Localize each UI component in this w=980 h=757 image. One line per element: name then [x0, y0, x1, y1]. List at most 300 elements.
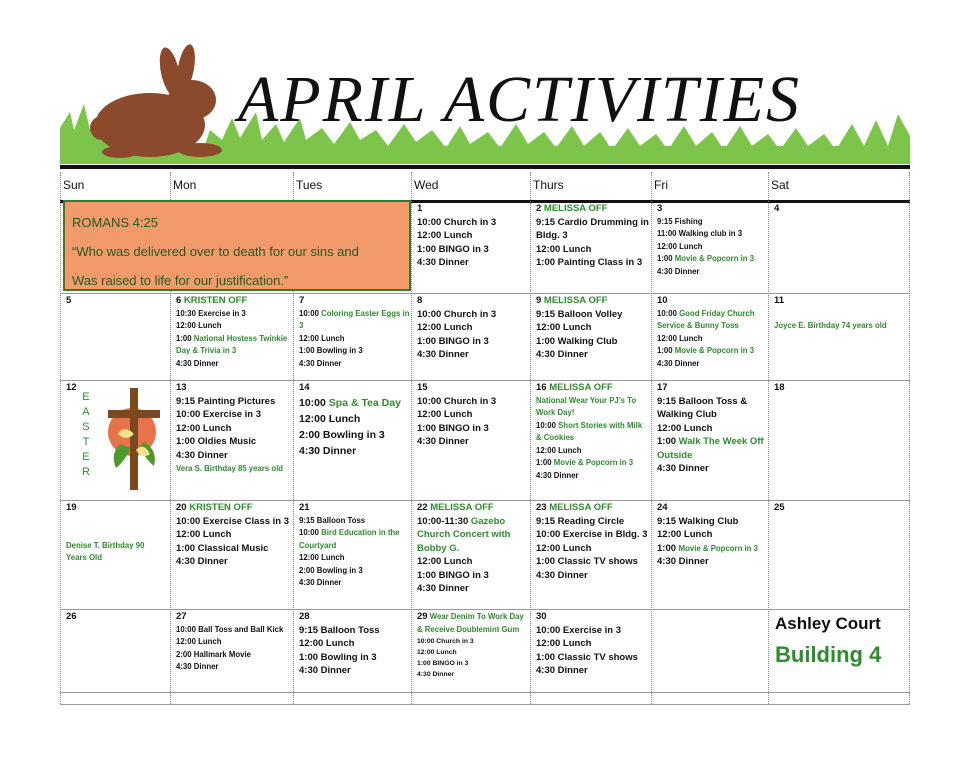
bunny-icon	[90, 43, 222, 158]
activity-line	[536, 321, 651, 335]
activity-time: 4:30 Dinner	[299, 444, 357, 457]
activity-time: 1:00	[657, 436, 679, 447]
day-cell	[770, 379, 909, 395]
day-number: 17	[657, 382, 668, 393]
activity-time: 4:30 Dinner	[536, 665, 588, 676]
day-number: 24	[657, 502, 668, 513]
activity-time: 1:00 BINGO in 3	[417, 659, 469, 667]
activity-line	[176, 422, 293, 436]
day-cell	[653, 200, 768, 278]
activity-highlight: Bobby G.	[417, 542, 460, 554]
activity-line	[299, 624, 411, 638]
day-number-line	[536, 501, 651, 515]
activity-line	[299, 443, 411, 459]
day-cell	[532, 200, 651, 270]
page-title: APRIL ACTIVITIES	[238, 63, 802, 136]
day-header-tue: Tues	[296, 178, 323, 192]
activity-time: 4:30 Dinner	[417, 349, 469, 360]
activity-time: 11:00 Walking club in 3	[657, 229, 743, 238]
activity-line	[176, 515, 293, 529]
day-cell	[413, 292, 530, 362]
activity-highlight: Work Day!	[536, 408, 575, 417]
day-header-wed: Wed	[414, 178, 439, 192]
day-number-line	[417, 381, 530, 395]
activity-time: 12:00 Lunch	[417, 556, 473, 567]
activity-line	[176, 542, 293, 556]
day-cell	[532, 499, 651, 582]
activity-time: 12:00 Lunch	[299, 553, 345, 562]
activity-time: 12:00 Lunch	[417, 409, 473, 420]
activity-highlight: National Wear Your PJ’s To	[536, 395, 637, 405]
activity-time: 4:30 Dinner	[417, 583, 469, 594]
day-header-sat: Sat	[771, 178, 790, 192]
day-number-line	[66, 501, 170, 515]
activity-line	[536, 445, 651, 458]
activity-line	[536, 420, 651, 433]
activity-time: 2:00 Bowling in 3	[299, 565, 363, 575]
day-number: 20	[176, 502, 187, 513]
day-number: 26	[66, 611, 77, 622]
activity-line	[299, 565, 411, 578]
day-number-line	[66, 610, 170, 624]
day-number: 4	[774, 203, 780, 214]
activity-line	[536, 624, 651, 638]
activity-line	[657, 358, 768, 371]
day-number: 27	[176, 611, 187, 622]
col-divider	[411, 172, 412, 704]
activity-highlight: Service & Bunny Toss	[657, 321, 739, 330]
activity-line	[176, 408, 293, 422]
day-cell	[295, 608, 411, 678]
verse-line: “Who was delivered over to death for our sins and	[72, 244, 359, 259]
day-cell	[532, 608, 651, 678]
activity-line	[417, 542, 530, 556]
activity-time: 12:00 Lunch	[536, 243, 592, 255]
day-number-line	[299, 294, 411, 308]
activity-line	[299, 540, 411, 553]
day-cell	[295, 292, 411, 370]
activity-time: 2:00 Bowling in 3	[299, 428, 385, 441]
day-number: 12	[66, 382, 77, 393]
day-number: 21	[299, 502, 310, 513]
activity-highlight: Outside	[657, 449, 693, 461]
activity-time: 4:30 Dinner	[417, 670, 455, 678]
day-number-line	[657, 202, 768, 216]
activity-time: 1:00 Bowling in 3	[299, 346, 363, 355]
day-header-mon: Mon	[173, 178, 197, 192]
activity-line	[299, 651, 411, 665]
activity-line	[536, 542, 651, 556]
activity-line	[417, 582, 530, 596]
activity-line	[417, 335, 530, 349]
activity-line	[176, 624, 293, 637]
activity-time: 2:00 Hallmark Movie	[176, 649, 251, 659]
activity-line	[417, 624, 530, 636]
day-number-line	[417, 610, 530, 624]
activity-highlight: Church Concert with	[417, 529, 511, 540]
activity-line	[299, 320, 411, 333]
activity-line	[176, 395, 293, 409]
activity-line	[299, 664, 411, 678]
day-cell	[172, 292, 293, 370]
activity-highlight: Courtyard	[299, 540, 337, 550]
activity-line	[536, 216, 651, 230]
activity-highlight: National Hostess Twinkie	[193, 333, 288, 343]
activity-line	[536, 637, 651, 651]
activity-time: 12:00 Lunch	[299, 333, 345, 343]
activity-line	[657, 395, 768, 409]
activity-time: 1:00	[536, 458, 554, 467]
day-cell	[62, 499, 170, 565]
activity-time: 12:00 Lunch	[176, 422, 232, 434]
activity-line	[66, 515, 170, 528]
activity-time: 4:30 Dinner	[176, 449, 228, 461]
activity-line	[657, 555, 768, 569]
easter-letter: E	[82, 451, 90, 463]
activity-time: 10:00 Ball Toss and Ball Kick	[176, 624, 284, 634]
staff-off-tag: MELISSA OFF	[427, 502, 494, 513]
day-cell	[413, 499, 530, 596]
activity-time: 10:30 Exercise in 3	[176, 308, 246, 318]
day-number: 11	[774, 295, 785, 306]
day-number-line	[536, 610, 651, 624]
activity-time: 4:30 Dinner	[299, 358, 342, 368]
activity-time: 10:00	[536, 420, 559, 430]
activity-time: 10:00	[299, 308, 322, 318]
activity-time: 9:15 Balloon Toss	[299, 515, 366, 525]
activity-time: 4:30 Dinner	[536, 569, 588, 581]
day-cell	[295, 499, 411, 590]
day-number-line	[176, 610, 293, 624]
activity-time: 9:15 Walking Club	[657, 515, 739, 527]
activity-highlight: Movie & Popcorn in 3	[674, 346, 755, 355]
day-number-line	[417, 202, 530, 216]
activity-time: 1:00 Walking Club	[536, 335, 618, 347]
activity-time: 1:00 Classical Music	[176, 542, 269, 554]
activity-time: 12:00 Lunch	[299, 638, 355, 649]
activity-line	[299, 427, 411, 443]
activity-highlight: Movie & Popcorn in 3	[678, 543, 758, 553]
activity-line	[299, 637, 411, 651]
day-number: 3	[657, 203, 663, 214]
activity-line	[657, 345, 768, 358]
activity-time: 9:15 Balloon Volley	[536, 308, 623, 320]
activity-time: 12:00 Lunch	[417, 322, 473, 333]
activity-line	[176, 449, 293, 463]
day-number-line	[417, 294, 530, 308]
activity-time: 4:30 Dinner	[657, 556, 709, 567]
activity-line	[657, 253, 768, 266]
day-number: 30	[536, 611, 547, 622]
activity-time: 12:00 Lunch	[536, 322, 592, 333]
activity-line	[657, 320, 768, 333]
activity-time: 1:00 BINGO in 3	[417, 422, 489, 434]
activity-time: 10:00	[657, 308, 680, 318]
day-number: 25	[774, 502, 785, 513]
activity-highlight: & Cookies	[536, 433, 575, 442]
day-cell	[413, 200, 530, 270]
activity-line	[536, 229, 651, 243]
day-cell	[295, 379, 411, 459]
activity-line	[66, 552, 170, 565]
activity-line	[536, 528, 651, 542]
activity-time: 10:00	[299, 528, 322, 537]
activity-line	[657, 228, 768, 241]
activity-highlight: Good Friday Church	[679, 308, 755, 318]
day-header-sun: Sun	[63, 178, 85, 192]
activity-time: 12:00 Lunch	[417, 230, 473, 241]
activity-time: 4:30 Dinner	[417, 436, 469, 447]
activity-line	[657, 542, 768, 556]
activity-time: 12:00 Lunch	[176, 321, 222, 330]
day-number-line	[536, 202, 651, 216]
day-number: 23	[536, 502, 547, 513]
activity-highlight: & Receive Doublemint Gum	[417, 624, 520, 634]
activity-time: 1:00	[657, 542, 679, 554]
col-divider	[909, 172, 910, 704]
activity-time: 10:00	[299, 396, 329, 409]
activity-line	[536, 243, 651, 257]
activity-line	[417, 408, 530, 422]
activity-time: 4:30 Dinner	[176, 556, 228, 567]
day-number-line	[774, 294, 909, 308]
activity-time: 4:30 Dinner	[299, 578, 342, 587]
activity-line	[536, 395, 651, 408]
day-number-line	[299, 610, 411, 624]
day-number: 13	[176, 382, 187, 393]
activity-line	[417, 658, 530, 669]
activity-time: 4:30 Dinner	[657, 266, 700, 276]
activity-time: 12:00 Lunch	[657, 529, 713, 540]
easter-letter: R	[82, 466, 90, 478]
activity-line	[536, 335, 651, 349]
staff-off-tag: MELISSA OFF	[546, 502, 613, 513]
day-cell	[172, 608, 293, 674]
activity-line	[774, 320, 909, 333]
activity-time: 12:00 Lunch	[176, 637, 222, 646]
activity-line	[417, 395, 530, 409]
activity-time: 4:30 Dinner	[536, 470, 579, 480]
activity-time: 4:30 Dinner	[417, 257, 469, 268]
activity-line	[417, 229, 530, 243]
activity-time: 1:00 Bowling in 3	[299, 651, 377, 663]
activity-time: 12:00 Lunch	[176, 529, 232, 540]
activity-line	[417, 515, 530, 529]
activity-time: 9:15 Painting Pictures	[176, 395, 276, 407]
activity-line	[299, 515, 411, 528]
day-number-line	[657, 501, 768, 515]
day-number-line	[774, 501, 909, 515]
staff-off-tag: Wear Denim To Work Day	[427, 612, 524, 621]
activity-line	[176, 435, 293, 449]
activity-time: 10:00 Church in 3	[417, 308, 497, 320]
day-number: 14	[299, 382, 310, 393]
activity-time: 1:00 Classic TV shows	[536, 556, 638, 567]
easter-letter: T	[82, 436, 90, 448]
day-number: 10	[657, 295, 668, 306]
day-cell	[653, 379, 768, 476]
activity-line	[176, 320, 293, 333]
day-cell	[653, 499, 768, 569]
activity-time: 10:00 Church in 3	[417, 395, 497, 407]
day-cell	[172, 499, 293, 569]
day-number: 7	[299, 295, 305, 306]
day-number-line	[176, 381, 293, 395]
activity-line	[536, 348, 651, 362]
day-cell	[62, 608, 170, 624]
day-number-line	[299, 501, 411, 515]
easter-letter: E	[82, 391, 90, 403]
activity-time: 12:00 Lunch	[536, 542, 592, 554]
day-number-line	[657, 294, 768, 308]
day-number: 15	[417, 382, 428, 393]
activity-time: 12:00 Lunch	[657, 241, 703, 251]
col-divider	[651, 172, 652, 704]
activity-line	[417, 308, 530, 322]
activity-time: 12:00 Lunch	[657, 333, 703, 343]
activity-line	[536, 457, 651, 470]
activity-time: Bldg. 3	[536, 230, 568, 241]
activity-highlight: Spa & Tea Day	[328, 396, 401, 409]
day-cell	[770, 292, 909, 333]
verse-line: Was raised to life for our justification.”	[72, 273, 289, 288]
activity-line	[66, 527, 170, 540]
activity-line	[176, 345, 293, 358]
day-cell	[770, 200, 909, 216]
day-number: 9	[536, 295, 542, 306]
activity-line	[299, 527, 411, 540]
activity-line	[66, 540, 170, 553]
day-header-thu: Thurs	[533, 178, 564, 192]
staff-off-tag: KRISTEN OFF	[181, 295, 248, 306]
activity-time: 10:00 Exercise in Bldg. 3	[536, 529, 648, 540]
activity-time: 10:00 Church in 3	[417, 216, 497, 228]
col-divider	[60, 172, 61, 704]
day-number: 28	[299, 611, 310, 622]
activity-time: 10:00 Exercise Class in 3	[176, 515, 290, 527]
activity-line	[417, 243, 530, 257]
activity-highlight: Day & Trivia in 3	[176, 346, 237, 355]
staff-off-tag: MELISSA OFF	[541, 203, 608, 214]
activity-highlight: 3	[299, 321, 304, 330]
activity-line	[299, 411, 411, 427]
activity-line	[657, 408, 768, 422]
activity-time: 12:00 Lunch	[657, 422, 713, 434]
activity-time: 9:15 Balloon Toss &	[657, 395, 748, 407]
day-number: 5	[66, 295, 72, 306]
day-number: 1	[417, 203, 423, 214]
activity-line	[657, 308, 768, 321]
day-number-line	[176, 501, 293, 515]
activity-line	[657, 333, 768, 346]
activity-time: 1:00 Classic TV shows	[536, 651, 638, 663]
activity-line	[299, 395, 411, 411]
activity-line	[176, 462, 293, 476]
activity-line	[417, 669, 530, 680]
activity-time: 12:00 Lunch	[417, 648, 457, 656]
activity-line	[299, 577, 411, 590]
activity-line	[417, 528, 530, 542]
row-divider	[60, 692, 910, 693]
activity-line	[536, 256, 651, 270]
activity-line	[299, 333, 411, 346]
col-divider	[530, 172, 531, 704]
day-number: 18	[774, 382, 785, 393]
day-header-fri: Fri	[654, 178, 668, 192]
activity-time: 9:15 Fishing	[657, 216, 703, 226]
activity-line	[774, 308, 909, 321]
activity-line	[536, 470, 651, 483]
activity-highlight: Vera S. Birthday 85 years old	[176, 464, 284, 473]
activity-line	[417, 647, 530, 658]
activity-line	[176, 528, 293, 542]
activity-time: 10:00-11:30	[417, 515, 471, 527]
activity-line	[657, 266, 768, 279]
activity-time: 1:00	[657, 254, 675, 263]
activity-line	[299, 345, 411, 358]
day-number-line	[536, 294, 651, 308]
day-number-line	[536, 381, 651, 395]
activity-time: 9:15 Cardio Drumming in	[536, 216, 649, 228]
activity-line	[176, 649, 293, 662]
activity-line	[657, 462, 768, 476]
activity-line	[176, 308, 293, 321]
activity-line	[536, 664, 651, 678]
activity-line	[299, 308, 411, 321]
activity-line	[176, 358, 293, 371]
activity-line	[417, 216, 530, 230]
activity-time: 4:30 Dinner	[176, 358, 219, 368]
day-cell	[413, 379, 530, 449]
activity-time: 12:00 Lunch	[536, 445, 582, 455]
day-number: 2	[536, 203, 542, 214]
day-number: 8	[417, 295, 423, 306]
activity-line	[536, 569, 651, 583]
day-number: 19	[66, 502, 77, 513]
activity-highlight: Movie & Popcorn in 3	[553, 458, 634, 467]
activity-highlight: Walk The Week Off	[678, 436, 764, 447]
activity-highlight: Years Old	[66, 553, 102, 562]
activity-line	[417, 422, 530, 436]
activity-line	[536, 651, 651, 665]
activity-line	[657, 216, 768, 229]
activity-line	[176, 555, 293, 569]
staff-off-tag: KRISTEN OFF	[186, 502, 253, 513]
activity-line	[417, 435, 530, 449]
day-cell	[413, 608, 530, 680]
activity-line	[417, 348, 530, 362]
activity-line	[536, 308, 651, 322]
activity-time: 10:00 Church in 3	[417, 637, 474, 645]
staff-off-tag: MELISSA OFF	[541, 295, 608, 306]
activity-time: 4:30 Dinner	[299, 665, 351, 676]
day-number-line	[774, 202, 909, 216]
activity-highlight: Gazebo	[470, 515, 506, 527]
activity-highlight: Short Stories with Milk	[558, 420, 643, 430]
activity-line	[657, 241, 768, 254]
col-divider	[768, 172, 769, 704]
activity-line	[299, 358, 411, 371]
activity-line	[417, 256, 530, 270]
activity-time: 10:00 Exercise in 3	[536, 624, 622, 636]
activity-time: 4:30 Dinner	[657, 463, 709, 474]
activity-highlight: Denise T. Birthday 90	[66, 540, 145, 550]
activity-time: 1:00 Oldies Music	[176, 436, 257, 447]
activity-time: 9:15 Balloon Toss	[299, 624, 380, 636]
activity-time: 1:00 BINGO in 3	[417, 335, 489, 347]
day-number: 16	[536, 382, 547, 393]
day-number-line	[657, 381, 768, 395]
